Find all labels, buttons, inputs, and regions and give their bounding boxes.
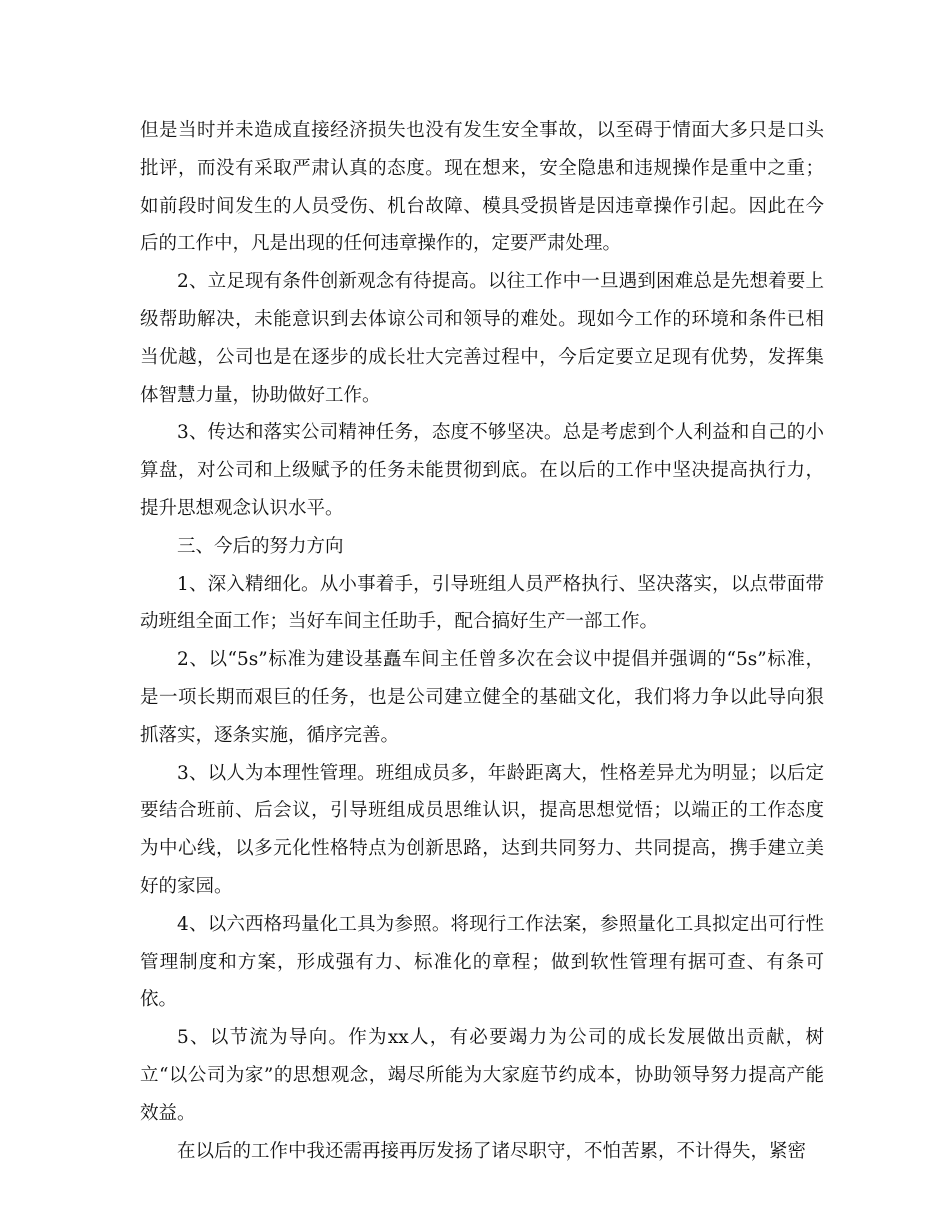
paragraph-7: 3、以人为本理性管理。班组成员多，年龄距离大，性格差异尤为明显；以后定要结合班前、后会议，引导班组成员思维认识，提高思想觉悟；以端正的工作态度为中心线，以多元化性格特点为创新思路，达到共同努力、共同提高，携手建立美好的家园。 [140, 762, 824, 897]
paragraph-10: 在以后的工作中我还需再接再厉发扬了诸尽职守，不怕苦累，不计得失，紧密 [177, 1140, 807, 1162]
document-page [140, 112, 824, 1170]
paragraph-2: 2、立足现有条件创新观念有待提高。以往工作中一旦遇到困难总是先想着要上级帮助解决，未能意识到去体谅公司和领导的难处。现如今工作的环境和条件已相当优越，公司也是在逐步的成长壮大完善过程中，今后定要立足现有优势，发挥集体智慧力量，协助做好工作。 [140, 271, 824, 406]
section-heading: 三、今后的努力方向 [177, 535, 344, 557]
paragraph-9: 5、以节流为导向。作为xx人，有必要竭力为公司的成长发展做出贡献，树立“以公司为家”的思想观念，竭尽所能为大家庭节约成本，协助领导努力提高产能效益。 [140, 1027, 824, 1124]
paragraph-3: 3、传达和落实公司精神任务，态度不够坚决。总是考虑到个人利益和自己的小算盘，对公司和上级赋予的任务未能贯彻到底。在以后的工作中坚决提高执行力，提升思想观念认识水平。 [140, 422, 824, 519]
paragraph-5: 1、深入精细化。从小事着手，引导班组人员严格执行、坚决落实，以点带面带动班组全面工作；当好车间主任助手，配合搞好生产一部工作。 [140, 573, 824, 633]
paragraph-1: 但是当时并未造成直接经济损失也没有发生安全事故，以至碍于情面大多只是口头批评，而没有采取严肃认真的态度。现在想来，安全隐患和违规操作是重中之重；如前段时间发生的人员受伤、机台故障、模具受损皆是因违章操作引起。因此在今后的工作中，凡是出现的任何违章操作的，定要严肃处理。 [140, 120, 824, 255]
paragraph-6: 2、以“5s”标准为建设基矗车间主任曾多次在会议中提倡并强调的“5s”标准，是一项长期而艰巨的任务，也是公司建立健全的基础文化，我们将力争以此导向狠抓落实，逐条实施，循序完善。 [140, 649, 824, 746]
paragraph-8: 4、以六西格玛量化工具为参照。将现行工作法案，参照量化工具拟定出可行性管理制度和方案，形成强有力、标准化的章程；做到软性管理有据可查、有条可依。 [140, 913, 824, 1011]
